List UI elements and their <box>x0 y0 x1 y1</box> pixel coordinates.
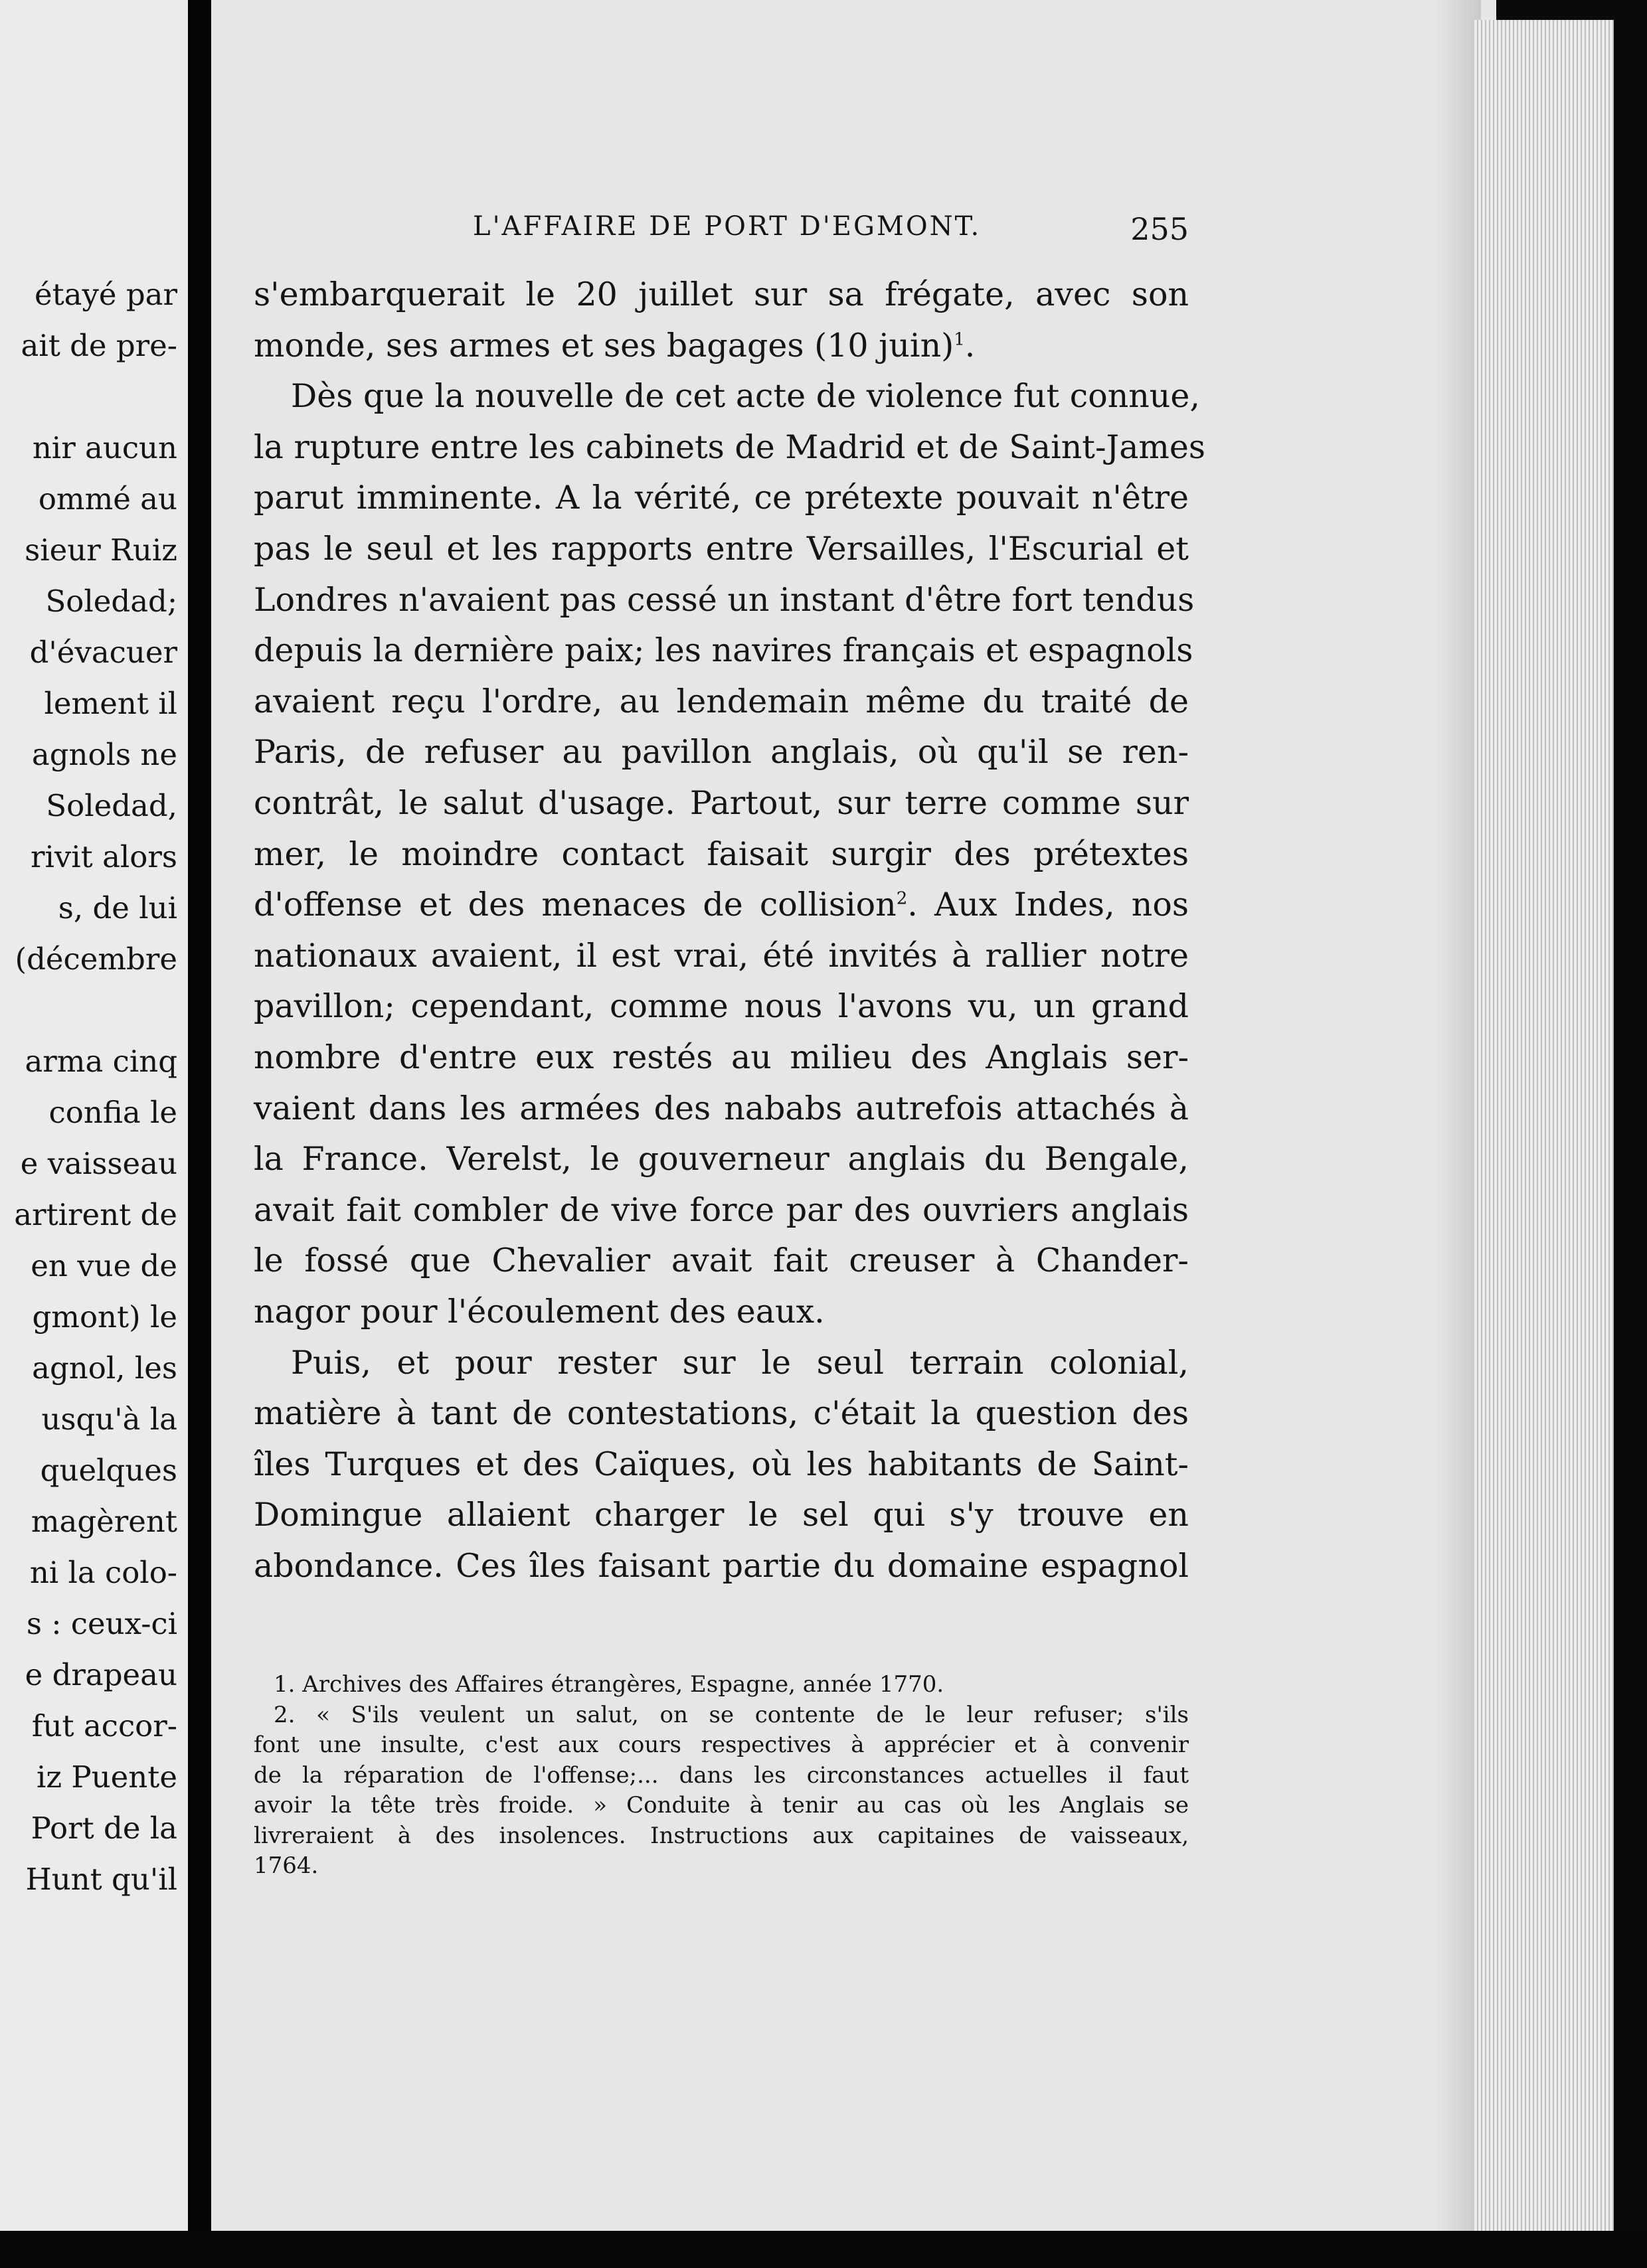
left-page-line: ait de pre- <box>21 328 177 363</box>
left-page-line: quelques <box>40 1453 177 1488</box>
page-edges <box>1474 20 1614 2231</box>
running-header <box>254 211 1189 251</box>
body-line <box>254 1084 1189 1134</box>
body-line-text: nationaux avaient, il est vrai, été invités à rallier notre <box>254 936 1189 975</box>
scan-bottom-margin <box>0 2231 1647 2268</box>
body-line <box>254 1134 1189 1184</box>
footnote-line: 2. « S'ils veulent un salut, on se contente de le leur refuser; s'ils <box>274 1701 1189 1728</box>
footnote-reference: 2 <box>896 888 908 909</box>
footnote-line: livreraient à des insolences. Instructions aux capitaines de vaisseaux, <box>254 1822 1189 1849</box>
body-line-text: matière à tant de contestations, c'était la question des <box>254 1394 1189 1433</box>
left-page-line: fut accor- <box>31 1708 177 1743</box>
book-gutter <box>188 0 215 2268</box>
body-line-text: d'offense et des menaces de collision <box>254 886 897 924</box>
body-line-text: pas le seul et les rapports entre Versailles, l'Escurial et <box>254 530 1189 568</box>
left-page-line: s, de lui <box>58 890 177 926</box>
left-page-line: Port de la <box>31 1811 177 1846</box>
left-page-line: rivit alors <box>30 839 177 874</box>
body-line <box>254 1439 1189 1490</box>
body-line <box>254 1388 1189 1439</box>
body-line-text: nagor pour l'écoulement des eaux. <box>254 1293 825 1331</box>
left-page-line: arma cinq <box>25 1044 177 1079</box>
body-line <box>254 422 1206 473</box>
body-line-text: Paris, de refuser au pavillon anglais, où qu'il se ren- <box>254 733 1189 771</box>
body-line <box>254 931 1189 981</box>
body-line-text: s'embarquerait le 20 juillet sur sa frégate, avec son <box>254 276 1189 313</box>
body-line-text: la France. Verelst, le gouverneur anglais du Bengale, <box>254 1140 1189 1178</box>
page-number: 255 <box>1130 211 1189 247</box>
footnote-reference: 1 <box>954 329 965 350</box>
left-page-line: usqu'à la <box>41 1402 177 1437</box>
body-line <box>254 321 1189 371</box>
body-line-text: monde, ses armes et ses bagages (10 juin) <box>254 326 954 364</box>
body-line-text: Domingue allaient charger le sel qui s'y trouve en <box>254 1496 1189 1534</box>
body-line-text: îles Turques et des Caïques, où les habitants de Saint- <box>254 1445 1189 1483</box>
body-line <box>254 371 1200 422</box>
body-line-text: avait fait combler de vive force par des ouvriers anglais <box>254 1190 1189 1229</box>
body-line-text: depuis la dernière paix; les navires français et espagnols <box>254 631 1193 670</box>
body-line <box>254 1490 1189 1540</box>
left-page-line: artirent de <box>14 1197 177 1232</box>
body-line <box>254 575 1195 625</box>
left-page-line: ni la colo- <box>29 1555 177 1590</box>
body-line <box>254 270 1189 320</box>
left-page-line: agnol, les <box>32 1350 177 1386</box>
body-line <box>254 880 1189 930</box>
body-line <box>254 1541 1189 1591</box>
left-page-fragment <box>0 0 189 2231</box>
body-line-text: mer, le moindre contact faisait surgir des prétextes <box>254 835 1189 873</box>
body-line <box>254 1287 1189 1337</box>
body-line <box>254 1338 1189 1388</box>
body-line <box>254 1236 1189 1286</box>
body-line-text: parut imminente. A la vérité, ce prétexte pouvait n'être <box>254 479 1189 517</box>
body-line-tail: . <box>964 326 976 364</box>
left-page-line: Soledad, <box>46 788 177 823</box>
left-page-line: en vue de <box>31 1248 177 1283</box>
body-line-text: le fossé que Chevalier avait fait creuser à Chander- <box>254 1242 1189 1280</box>
footnote-line: font une insulte, c'est aux cours respectives à apprécier et à convenir <box>254 1732 1189 1758</box>
body-line-text: vaient dans les armées des nababs autrefois attachés à <box>254 1089 1189 1127</box>
body-line-text: Dès que la nouvelle de cet acte de violence fut connue, <box>291 377 1200 416</box>
left-page-line: gmont) le <box>32 1299 177 1335</box>
body-line <box>254 677 1189 727</box>
left-page-line: Soledad; <box>45 584 177 619</box>
left-page-line: iz Puente <box>37 1759 177 1795</box>
body-line-text: pavillon; cependant, comme nous l'avons vu, un grand <box>254 987 1189 1026</box>
body-line <box>254 981 1189 1032</box>
left-page-line: e drapeau <box>25 1657 177 1692</box>
left-page-line: agnols ne <box>31 737 177 772</box>
left-page-line: d'évacuer <box>29 635 177 670</box>
body-line <box>254 524 1189 574</box>
left-page-line: lement il <box>44 686 177 721</box>
left-page-line: e vaisseau <box>20 1146 177 1181</box>
body-line-text: Londres n'avaient pas cessé un instant d'être fort tendus <box>254 580 1195 619</box>
left-page-line: confia le <box>48 1095 177 1130</box>
body-line <box>254 1185 1189 1236</box>
left-page-line: (décembre <box>15 941 177 977</box>
left-page-line: magèrent <box>31 1504 177 1539</box>
left-page-line: étayé par <box>34 277 177 312</box>
body-line <box>254 778 1189 829</box>
body-line <box>254 1032 1189 1083</box>
body-line-text: contrât, le salut d'usage. Partout, sur terre comme sur <box>254 784 1189 822</box>
body-line <box>254 727 1189 777</box>
body-line-tail: . Aux Indes, nos <box>907 886 1189 924</box>
body-line-text: Puis, et pour rester sur le seul terrain colonial, <box>291 1343 1189 1382</box>
left-page-line: ommé au <box>38 481 177 517</box>
footnote-line: avoir la tête très froide. » Conduite à tenir au cas où les Anglais se <box>254 1792 1189 1819</box>
left-page-line: sieur Ruiz <box>25 532 177 568</box>
running-title: L'AFFAIRE DE PORT D'EGMONT. <box>473 211 982 242</box>
body-line <box>254 625 1193 676</box>
left-page-line: nir aucun <box>32 430 177 465</box>
body-line-text: la rupture entre les cabinets de Madrid et de Saint-James <box>254 428 1206 466</box>
body-line <box>254 473 1189 523</box>
footnote-line: 1764. <box>254 1852 319 1879</box>
footnote-line: 1. Archives des Affaires étrangères, Espagne, année 1770. <box>274 1671 944 1698</box>
body-line-text: nombre d'entre eux restés au milieu des Anglais ser- <box>254 1038 1189 1076</box>
left-page-line: Hunt qu'il <box>25 1862 177 1897</box>
body-line-text: avaient reçu l'ordre, au lendemain même du traité de <box>254 682 1189 720</box>
body-line-text: abondance. Ces îles faisant partie du domaine espagnol <box>254 1547 1189 1585</box>
footnote-line: de la réparation de l'offense;... dans les circonstances actuelles il faut <box>254 1761 1189 1789</box>
body-line <box>254 829 1189 880</box>
left-page-line: s : ceux-ci <box>26 1606 177 1641</box>
